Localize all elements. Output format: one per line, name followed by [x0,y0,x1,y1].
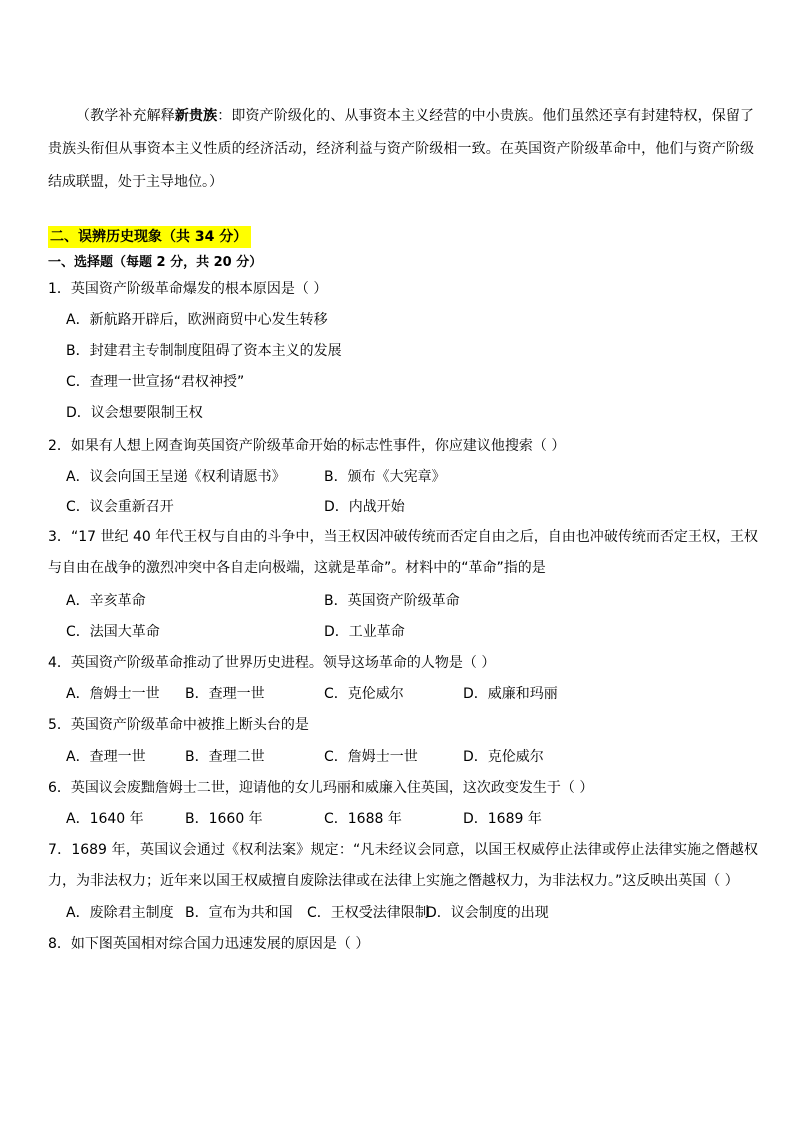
question-5-stem: 5．英国资产阶级革命中被推上断头台的是 [48,717,309,733]
question-6-option-c: C．1688 年 [324,811,402,827]
question-1-option-a: A．新航路开辟后，欧洲商贸中心发生转移 [66,312,328,328]
question-5-option-d: D．克伦威尔 [463,749,544,765]
note-term: 新贵族 [174,108,218,124]
question-2-option-a: A．议会向国王呈递《权利请愿书》 [66,469,286,485]
note-body: ：即资产阶级化的、从事资本主义经营的中小贵族。他们虽然还享有封建特权，保留了贵族头衔但从事资本主义性质的经济活动，经济利益与资产阶级相一致。在英国资产阶级革命中，他们与资产阶级结成联盟，处于主导地位。） [48,108,755,190]
question-5-option-a: A．查理一世 [66,749,146,765]
question-3-option-d: D．工业革命 [324,624,405,640]
question-1-option-b: B．封建君主专制制度阻碍了资本主义的发展 [66,343,342,359]
question-6-stem: 6．英国议会废黜詹姆士二世，迎请他的女儿玛丽和威廉入住英国，这次政变发生于（ ） [48,780,594,796]
question-4-stem: 4．英国资产阶级革命推动了世界历史进程。领导这场革命的人物是（ ） [48,655,496,671]
question-2-option-b: B．颁布《大宪章》 [324,469,446,485]
question-3-option-b: B．英国资产阶级革命 [324,593,460,609]
question-4-option-d: D．威廉和玛丽 [463,686,558,702]
question-5-option-b: B．查理二世 [185,749,265,765]
question-2-option-c: C．议会重新召开 [66,499,174,515]
note-prefix: （教学补充解释 [76,108,175,124]
question-6-option-d: D．1689 年 [463,811,542,827]
question-1-stem: 1．英国资产阶级革命爆发的根本原因是（ ） [48,281,328,297]
question-7-option-b: B．宣布为共和国 [185,905,293,921]
question-4-option-a: A．詹姆士一世 [66,686,160,702]
question-7-option-c: C．王权受法律限制 [307,905,429,921]
section-title: 二、误辨历史现象（共 34 分） [48,226,251,248]
question-2-stem: 2．如果有人想上网查询英国资产阶级革命开始的标志性事件，你应建议他搜索（ ） [48,438,566,454]
question-3-option-c: C．法国大革命 [66,624,160,640]
question-3-stem: 3．“17 世纪 40 年代王权与自由的斗争中，当王权因冲破传统而否定自由之后，自由也冲破传统而否定王权，王权与自由在战争的激烈冲突中各自走向极端，这就是革命”。材料中的“革命”指的是 [48,529,758,576]
question-8-stem: 8．如下图英国相对综合国力迅速发展的原因是（ ） [48,936,370,952]
teaching-note [48,100,754,199]
question-6-option-b: B．1660 年 [185,811,263,827]
question-5-option-c: C．詹姆士一世 [324,749,418,765]
question-7-option-d: D．议会制度的出现 [426,905,549,921]
question-1-option-d: D．议会想要限制王权 [66,405,203,421]
question-7-option-a: A．废除君主制度 [66,905,174,921]
question-4-option-c: C．克伦威尔 [324,686,404,702]
subsection-title: 一、选择题（每题 2 分，共 20 分） [48,255,263,270]
question-1-option-c: C．查理一世宣扬“君权神授” [66,374,245,390]
question-4-option-b: B．查理一世 [185,686,265,702]
question-6-option-a: A．1640 年 [66,811,144,827]
question-7-stem: 7．1689 年，英国议会通过《权利法案》规定：“凡未经议会同意，以国王权威停止法律或停止法律实施之僭越权力，为非法权力；近年来以国王权威擅自废除法律或在法律上实施之僭越权力，为非法权力。”这反映出英国（ ） [48,842,758,889]
question-3-option-a: A．辛亥革命 [66,593,146,609]
question-2-option-d: D．内战开始 [324,499,405,515]
